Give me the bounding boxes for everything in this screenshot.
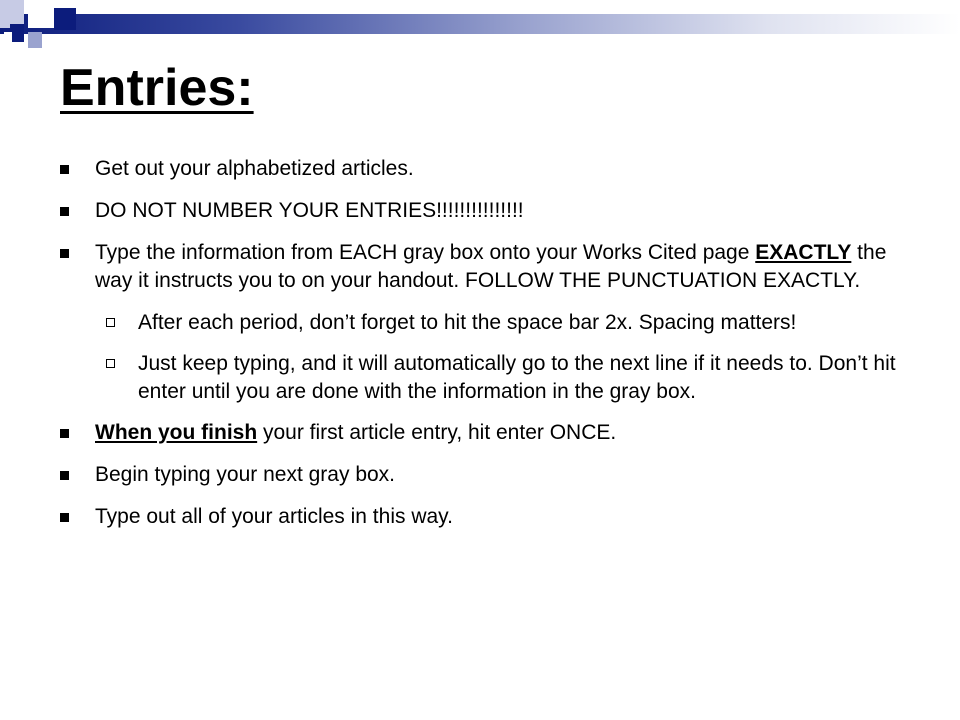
decor-square <box>54 8 76 30</box>
bullet-item <box>60 239 910 295</box>
bullet-text: Type out all of your articles in this way. <box>95 505 453 528</box>
decor-square <box>10 24 24 42</box>
bullet-text: Just keep typing, and it will automatically go to the next line if it needs to. Don’t hit enter until you are done with the information in the gray box. <box>138 352 896 403</box>
square-bullet-icon <box>60 207 69 216</box>
slide-title: Entries: <box>60 59 254 117</box>
bullet-item <box>60 155 910 183</box>
bullet-text: Get out your alphabetized articles. <box>95 157 414 180</box>
emphasis-text: When you finish <box>95 421 258 444</box>
bullet-item <box>60 503 910 531</box>
emphasis-text: EXACTLY <box>755 241 852 264</box>
bullet-text: your first article entry, hit enter ONCE. <box>257 421 617 444</box>
decor-square <box>28 32 42 48</box>
hollow-square-bullet-icon <box>106 359 115 368</box>
square-bullet-icon <box>60 165 69 174</box>
bullet-text: the way it instructs you to on your handout. FOLLOW THE PUNCTUATION EXACTLY. <box>95 241 887 292</box>
square-bullet-icon <box>60 249 69 258</box>
bullet-text: DO NOT NUMBER YOUR ENTRIES!!!!!!!!!!!!!!! <box>95 199 524 222</box>
hollow-square-bullet-icon <box>106 318 115 327</box>
sub-bullet-item <box>60 309 910 337</box>
square-bullet-icon <box>60 471 69 480</box>
bullet-list <box>60 155 910 545</box>
decor-square <box>4 32 12 42</box>
sub-bullet-item <box>60 350 910 406</box>
bullet-item <box>60 197 910 225</box>
bullet-text: After each period, don’t forget to hit the space bar 2x. Spacing matters! <box>138 311 797 334</box>
bullet-text: Type the information from EACH gray box onto your Works Cited page <box>95 241 756 264</box>
decor-square <box>28 4 54 28</box>
bullet-item <box>60 461 910 489</box>
square-bullet-icon <box>60 513 69 522</box>
square-bullet-icon <box>60 429 69 438</box>
bullet-item <box>60 419 910 447</box>
header-gradient-band <box>0 14 960 34</box>
bullet-text: Begin typing your next gray box. <box>95 463 396 486</box>
